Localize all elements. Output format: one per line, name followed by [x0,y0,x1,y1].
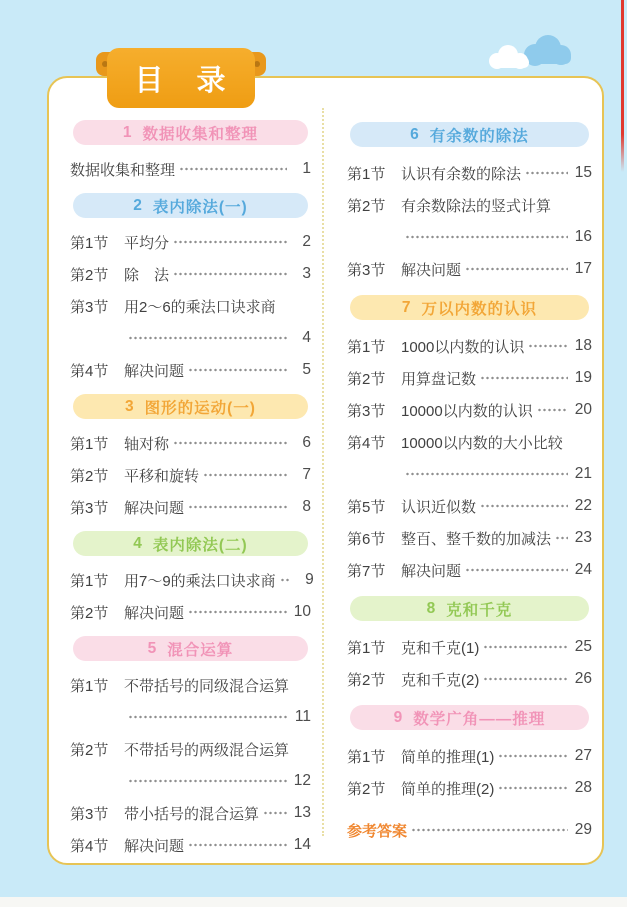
entry-title: 认识有余数的除法 [401,165,522,183]
section-badge-8 [350,596,589,621]
section-number: 4 [133,534,143,552]
entry-label: 第3节 [70,298,109,316]
toc-entry [70,568,314,592]
section-title: 数学广角——推理 [413,710,546,728]
dotted-leader [173,262,287,286]
entry-title: 不带括号的同级混合运算 [124,677,290,695]
toc-entry [70,673,311,697]
dotted-leader [537,398,568,422]
toc-entry [70,157,311,181]
page-number: 15 [574,164,592,181]
banner-ribbon-front [107,48,255,108]
toc-entry [70,431,311,455]
page-title: 目 录 [134,64,228,97]
section-number: 8 [426,599,437,617]
section-badge-2 [73,193,308,218]
entry-label: 第5节 [347,498,386,516]
section-badge-7 [350,295,589,320]
page-number: 12 [293,772,311,789]
entry-label: 第1节 [347,338,386,356]
entry-label: 第1节 [70,677,109,695]
toc-entry [347,366,592,390]
page-number: 21 [574,465,592,482]
page-number: 9 [305,571,314,588]
entry-title: 有余数除法的竖式计算 [401,197,552,215]
section-number: 6 [410,125,420,143]
entry-label: 第2节 [70,604,109,622]
entry-label: 第3节 [347,402,386,420]
dotted-leader [528,334,568,358]
entry-title: 不带括号的两级混合运算 [124,741,290,759]
toc-entry [70,358,311,382]
entry-label: 第1节 [347,639,386,657]
toc-entry [347,744,592,768]
dotted-leader [263,801,287,825]
entry-label: 第7节 [347,562,386,580]
toc-entry-continuation [70,326,311,350]
dotted-leader [203,463,287,487]
section-badge-9 [350,705,589,730]
toc-entry [70,463,311,487]
toc-entry [347,776,592,800]
entry-title: 解决问题 [401,261,462,279]
entry-label: 第6节 [347,530,386,548]
dotted-leader [405,225,568,249]
entry-title: 解决问题 [124,499,185,517]
page-number: 1 [302,160,311,177]
column-divider [322,108,324,836]
dotted-leader [525,161,568,185]
section-title: 混合运算 [167,641,234,659]
toc-entry [347,161,592,185]
dotted-leader [405,462,568,486]
entry-title: 整百、整千数的加减法 [401,530,552,548]
toc-column-left [70,112,314,861]
toc-entry [70,294,311,318]
scan-bottom-strip [0,897,627,907]
section-number: 3 [125,397,135,415]
entry-label: 第1节 [347,748,386,766]
dotted-leader [465,558,568,582]
dotted-leader [411,818,568,842]
section-number: 5 [147,639,158,657]
section-badge-6 [350,122,589,147]
answer-key-row [347,818,592,842]
entry-label: 第3节 [347,261,386,279]
section-badge-3 [73,394,308,419]
toc-entry [347,635,592,659]
entry-label: 第1节 [70,572,109,590]
entry-label: 第3节 [70,499,109,517]
section-number: 1 [122,123,133,141]
dotted-leader [188,600,287,624]
section-title: 数据收集和整理 [142,125,259,143]
entry-title: 解决问题 [124,837,185,855]
entry-title: 平移和旋转 [124,467,200,485]
entry-title: 克和千克(1) [401,639,480,657]
entry-title: 平均分 [124,234,170,252]
entry-title: 认识近似数 [401,498,477,516]
toc-banner [96,48,266,112]
entry-title: 解决问题 [401,562,462,580]
entry-title: 简单的推理(1) [401,748,495,766]
section-title: 有余数的除法 [429,127,529,145]
page-number: 11 [294,708,311,725]
entry-label: 第4节 [70,837,109,855]
entry-label: 第2节 [347,197,386,215]
page-number: 7 [302,466,311,483]
entry-title: 简单的推理(2) [401,780,495,798]
entry-label: 第2节 [347,671,386,689]
clouds-illustration [483,34,579,76]
toc-entry [347,334,592,358]
section-badge-1 [73,120,308,145]
entry-label: 第2节 [347,780,386,798]
section-title: 图形的运动(一) [144,399,256,417]
dotted-leader [483,635,568,659]
page-number: 27 [574,747,592,764]
entry-title: 数据收集和整理 [70,161,176,179]
entry-title: 解决问题 [124,362,185,380]
entry-label: 第4节 [347,434,386,452]
entry-title: 用算盘记数 [401,370,477,388]
dotted-leader [483,667,568,691]
toc-entry [347,430,592,454]
page-number: 6 [302,434,311,451]
dotted-leader [173,431,287,455]
dotted-leader [498,776,568,800]
page-number: 10 [293,603,311,620]
toc-card [47,76,604,865]
entry-label: 第1节 [70,435,109,453]
page-number: 23 [574,529,592,546]
white-cloud [489,45,529,69]
entry-label: 第3节 [70,805,109,823]
dotted-leader [188,358,287,382]
toc-entry [347,558,592,582]
entry-label: 第2节 [70,266,109,284]
page-number: 4 [302,329,311,346]
dotted-leader [188,495,287,519]
dotted-leader [173,230,287,254]
dotted-leader [480,366,568,390]
page-number: 13 [293,804,311,821]
section-title: 表内除法(一) [152,198,248,216]
toc-entry [70,262,311,286]
answer-key-label: 参考答案 [347,822,408,840]
dotted-leader [498,744,568,768]
page-number: 2 [302,233,311,250]
dotted-leader [480,494,568,518]
toc-entry [347,526,592,550]
entry-title: 克和千克(2) [401,671,480,689]
dotted-leader [555,526,568,550]
page-number: 8 [302,498,311,515]
page-number: 29 [574,821,592,838]
dotted-leader [188,833,287,857]
page-number: 18 [574,337,592,354]
dotted-leader [179,157,287,181]
entry-title: 用2～6的乘法口诀求商 [124,298,276,316]
section-number: 2 [133,196,143,214]
entry-label: 第4节 [70,362,109,380]
toc-entry [347,398,592,422]
entry-title: 解决问题 [124,604,185,622]
toc-entry [347,257,592,281]
toc-entry-continuation [70,705,311,729]
section-title: 克和千克 [446,601,513,619]
dotted-leader [465,257,568,281]
dotted-leader [128,705,287,729]
toc-entry [70,495,311,519]
toc-entry-continuation [347,462,592,486]
entry-title: 10000以内数的认识 [401,402,533,420]
page-number: 3 [302,265,311,282]
dotted-leader [280,568,290,592]
page-number: 24 [574,561,592,578]
entry-title: 带小括号的混合运算 [124,805,260,823]
entry-label: 第2节 [347,370,386,388]
page-number: 14 [293,836,311,853]
page-number: 26 [574,670,592,687]
toc-entry [347,494,592,518]
page-number: 25 [574,638,592,655]
section-badge-4 [73,531,308,556]
entry-title: 除 法 [124,266,170,284]
entry-label: 第2节 [70,467,109,485]
toc-entry [347,667,592,691]
section-title: 万以内数的认识 [421,300,538,318]
entry-title: 10000以内数的大小比较 [401,434,563,452]
section-number: 7 [401,298,412,316]
page-number: 5 [302,361,311,378]
page-number: 22 [574,497,592,514]
entry-title: 轴对称 [124,435,170,453]
toc-column-right [347,112,592,846]
page-number: 20 [574,401,592,418]
page-number: 28 [574,779,592,796]
toc-entry [70,801,311,825]
entry-title: 1000以内数的认识 [401,338,525,356]
entry-title: 用7～9的乘法口诀求商 [124,572,276,590]
page-number: 17 [574,260,592,277]
section-title: 表内除法(二) [152,536,248,554]
toc-entry [70,833,311,857]
toc-entry-continuation [347,225,592,249]
toc-entry [347,193,592,217]
entry-label: 第1节 [347,165,386,183]
page-number: 19 [574,369,592,386]
blue-cloud [524,35,571,66]
toc-entry [70,737,311,761]
entry-label: 第2节 [70,741,109,759]
dotted-leader [128,769,287,793]
entry-label: 第1节 [70,234,109,252]
page-edge-strip [621,0,624,172]
toc-entry [70,230,311,254]
toc-entry-continuation [70,769,311,793]
page-number: 16 [574,228,592,245]
section-number: 9 [393,708,404,726]
section-badge-5 [73,636,308,661]
dotted-leader [128,326,287,350]
toc-entry [70,600,311,624]
